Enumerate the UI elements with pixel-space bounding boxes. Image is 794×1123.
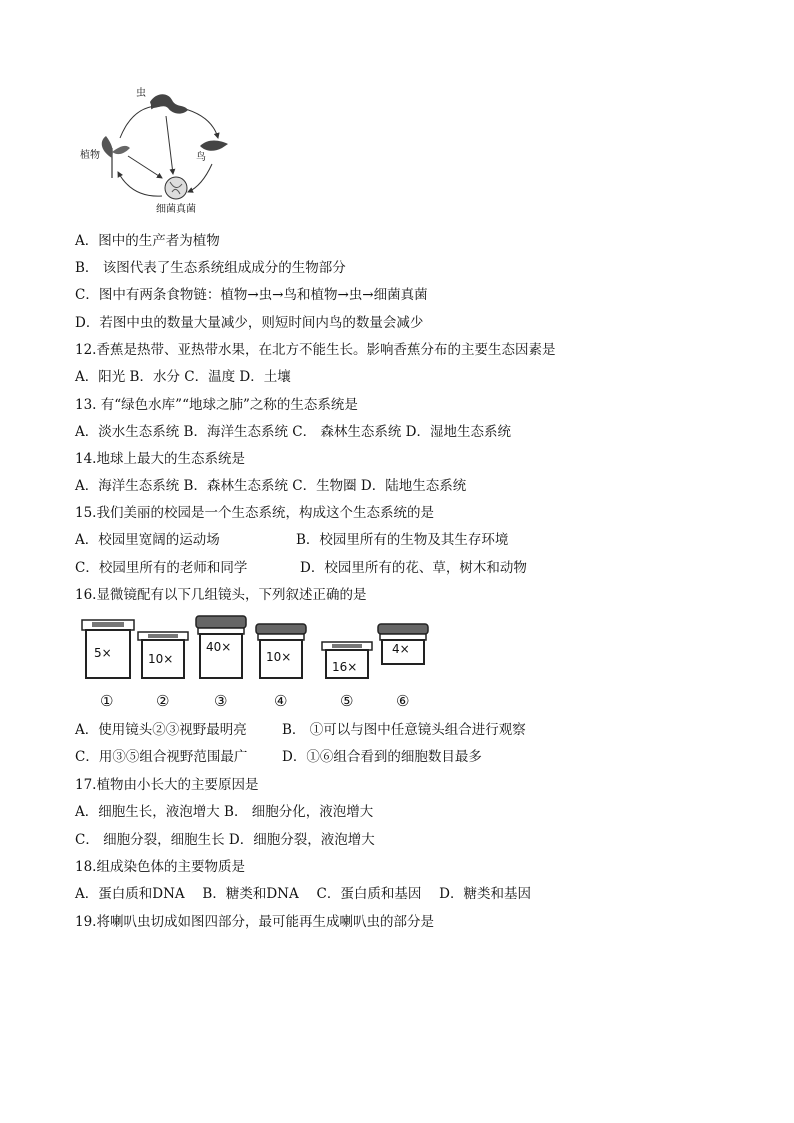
lens-4-number: ④ bbox=[274, 692, 288, 710]
insect-icon bbox=[150, 94, 188, 113]
q14-options: A．海洋生态系统 B．森林生态系统 C．生物圈 D．陆地生态系统 bbox=[75, 478, 467, 494]
q18-stem: 18.组成染色体的主要物质是 bbox=[75, 859, 245, 875]
lens-6-number: ⑥ bbox=[396, 692, 410, 710]
q17-options-line2: C． 细胞分裂，细胞生长 D．细胞分裂，液泡增大 bbox=[75, 832, 375, 848]
label-insect: 虫 bbox=[136, 88, 146, 99]
lens-3-number: ③ bbox=[214, 692, 228, 710]
q16-option-c: C．用③⑤组合视野范围最广 bbox=[75, 749, 248, 765]
q17-stem: 17.植物由小长大的主要原因是 bbox=[75, 777, 259, 793]
lens-figure bbox=[72, 614, 452, 714]
q16-option-b: B． ①可以与图中任意镜头组合进行观察 bbox=[282, 722, 526, 738]
q16-option-d: D．①⑥组合看到的细胞数目最多 bbox=[282, 749, 482, 765]
q14-stem: 14.地球上最大的生态系统是 bbox=[75, 451, 245, 467]
label-bird: 鸟 bbox=[196, 152, 206, 163]
q11-option-b: B． 该图代表了生态系统组成成分的生物部分 bbox=[75, 260, 346, 276]
food-web-diagram bbox=[72, 86, 242, 220]
q15-option-d: D．校园里所有的花、草，树木和动物 bbox=[300, 560, 527, 576]
q11-option-a: A．图中的生产者为植物 bbox=[75, 233, 220, 249]
plant-icon bbox=[102, 136, 130, 178]
q18-options: A．蛋白质和DNA B．糖类和DNA C．蛋白质和基因 D．糖类和基因 bbox=[75, 886, 531, 902]
arrow-plant-to-decomposer bbox=[128, 156, 162, 178]
lens-1-label: 5× bbox=[94, 646, 112, 660]
lens-5-label: 16× bbox=[332, 660, 358, 674]
arrow-bird-to-decomposer bbox=[188, 164, 212, 192]
q16-option-a: A．使用镜头②③视野最明亮 bbox=[75, 722, 247, 738]
q16-stem: 16.显微镜配有以下几组镜头，下列叙述正确的是 bbox=[75, 587, 367, 603]
q12-stem: 12.香蕉是热带、亚热带水果，在北方不能生长。影响香蕉分布的主要生态因素是 bbox=[75, 342, 556, 358]
q19-stem: 19.将喇叭虫切成如图四部分，最可能再生成喇叭虫的部分是 bbox=[75, 914, 434, 930]
q15-option-b: B．校园里所有的生物及其生存环境 bbox=[296, 532, 509, 548]
lens-2-number: ② bbox=[156, 692, 170, 710]
label-plant: 植物 bbox=[80, 150, 100, 161]
q15-option-c: C．校园里所有的老师和同学 bbox=[75, 560, 248, 576]
lens-5-number: ⑤ bbox=[340, 692, 354, 710]
q15-stem: 15.我们美丽的校园是一个生态系统，构成这个生态系统的是 bbox=[75, 505, 434, 521]
q11-option-c: C．图中有两条食物链：植物→虫→鸟和植物→虫→细菌真菌 bbox=[75, 287, 428, 303]
q13-options: A．淡水生态系统 B．海洋生态系统 C． 森林生态系统 D．湿地生态系统 bbox=[75, 424, 511, 440]
q12-options: A．阳光 B．水分 C．温度 D．土壤 bbox=[75, 369, 291, 385]
arrow-insect-to-bird bbox=[182, 108, 218, 138]
lens-1-number: ① bbox=[100, 692, 114, 710]
arrow-plant-to-insect bbox=[120, 106, 156, 138]
q11-option-d: D．若图中虫的数量大量减少，则短时间内鸟的数量会减少 bbox=[75, 315, 424, 331]
lens-4-label: 10× bbox=[266, 650, 292, 664]
lens-2-label: 10× bbox=[148, 652, 174, 666]
q15-option-a: A．校园里宽阔的运动场 bbox=[75, 532, 220, 548]
arrow-insect-to-decomposer bbox=[166, 116, 173, 174]
lens-6-label: 4× bbox=[392, 642, 410, 656]
q17-options-line1: A．细胞生长，液泡增大 B． 细胞分化，液泡增大 bbox=[75, 804, 374, 820]
q13-stem: 13. 有“绿色水库”“地球之肺”之称的生态系统是 bbox=[75, 397, 358, 413]
lens-3-label: 40× bbox=[206, 640, 232, 654]
arrow-decomposer-to-plant bbox=[118, 172, 162, 196]
label-decomposer: 细菌真菌 bbox=[156, 204, 196, 215]
bird-icon bbox=[200, 141, 228, 151]
